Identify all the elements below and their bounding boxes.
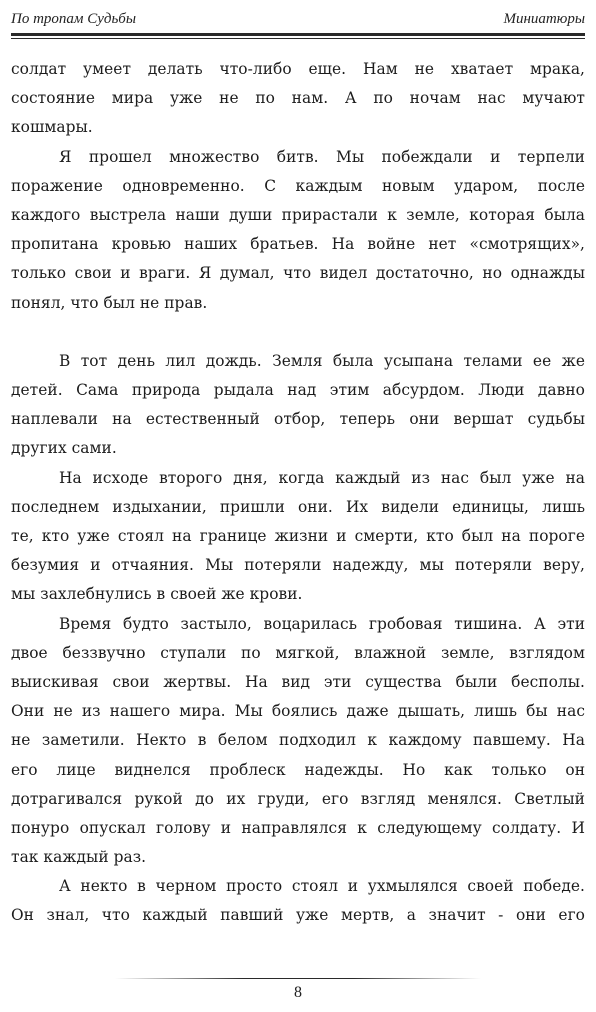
page-number: 8 <box>294 984 302 1001</box>
text-line: пропитана кровью наших братьев. На войне нет «смотрящих», <box>11 235 585 254</box>
book-title: По тропам Судьбы <box>11 11 136 27</box>
text-line: Они не из нашего мира. Мы боялись даже дышать, лишь бы нас <box>11 702 585 721</box>
text-line: безумия и отчаяния. Мы потеряли надежду, мы потеряли веру, <box>11 556 585 575</box>
body-text <box>11 55 585 931</box>
text-line: выискивая свои жертвы. На вид эти существа были бесполы. <box>11 672 585 691</box>
text-line: двое беззвучно ступали по мягкой, влажной земле, взглядом <box>11 643 585 662</box>
text-line: понял, что был не прав. <box>11 293 208 312</box>
text-line: те, кто уже стоял на границе жизни и смерти, кто был на пороге <box>11 527 585 545</box>
section-break <box>11 318 585 347</box>
text-line: Он знал, что каждый павший уже мертв, а значит - они его <box>11 906 585 925</box>
text-line: Я прошел множество битв. Мы побеждали и терпели <box>59 147 585 166</box>
running-header <box>11 10 585 32</box>
text-line: только свои и враги. Я думал, что видел достаточно, но однажды <box>11 264 585 283</box>
text-line: каждого выстрела наши души прирастали к земле, которая была <box>11 205 585 224</box>
text-line: наплевали на естественный отбор, теперь они вершат судьбы <box>11 410 585 429</box>
header-rule-thick <box>11 33 585 36</box>
text-line: На исходе второго дня, когда каждый из нас был уже на <box>59 468 585 487</box>
text-line: В тот день лил дождь. Земля была усыпана телами ее же <box>59 351 585 370</box>
section-title: Миниатюры <box>503 11 585 27</box>
text-line: солдат умеет делать что-либо еще. Нам не хватает мрака, <box>11 60 585 78</box>
text-line: А некто в черном просто стоял и ухмылялся своей победе. <box>59 877 585 896</box>
text-line: Время будто застыло, воцарилась гробовая тишина. А эти <box>59 614 585 633</box>
text-line: кошмары. <box>11 118 93 137</box>
text-line: детей. Сама природа рыдала над этим абсурдом. Люди давно <box>11 381 585 400</box>
text-line: последнем издыхании, пришли они. Их видели единицы, лишь <box>11 497 585 516</box>
text-line: понуро опускал голову и направлялся к следующему солдату. И <box>11 818 585 837</box>
text-line: других сами. <box>11 439 117 458</box>
text-line: не заметили. Некто в белом подходил к каждому павшему. На <box>11 731 585 750</box>
text-line: состояние мира уже не по нам. А по ночам нас мучают <box>11 89 585 108</box>
text-line: мы захлебнулись в своей же крови. <box>11 585 303 604</box>
header-rule-thin <box>11 38 585 39</box>
footer-rule <box>115 978 481 979</box>
text-line: дотрагивался рукой до их груди, его взгляд менялся. Светлый <box>11 789 585 808</box>
text-line: поражение одновременно. С каждым новым ударом, после <box>11 176 585 195</box>
text-line: так каждый раз. <box>11 848 147 867</box>
text-line: его лице виднелся проблеск надежды. Но как только он <box>11 760 585 779</box>
